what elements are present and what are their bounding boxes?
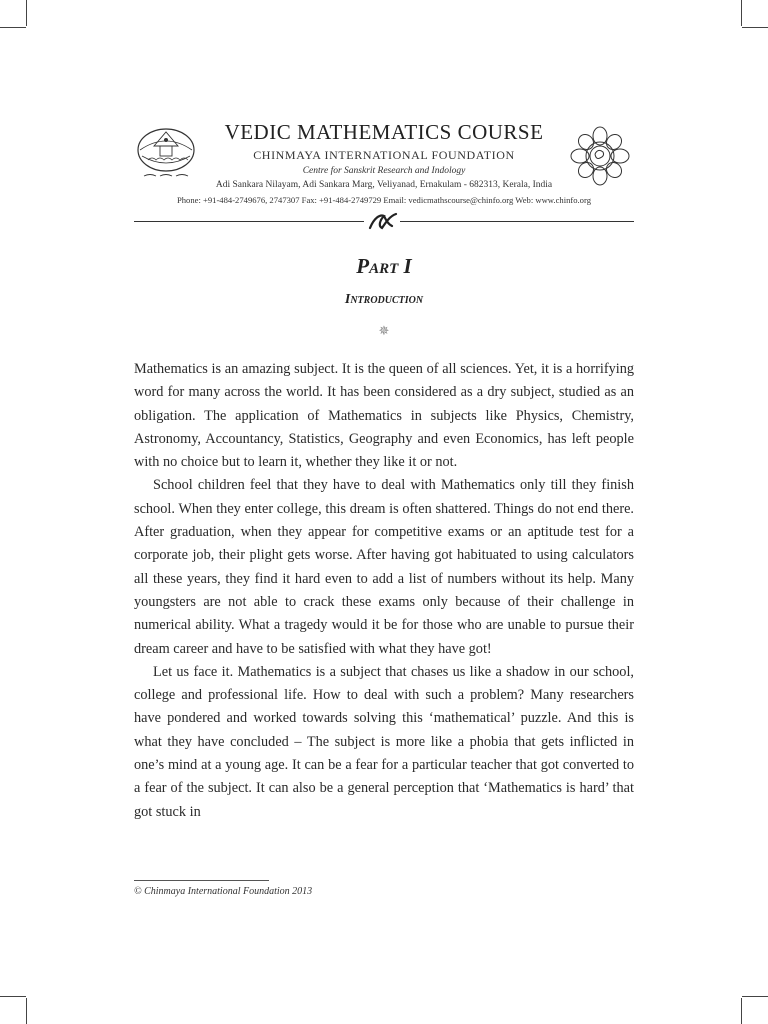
paragraph: School children feel that they have to deal with Mathematics only till they finish school. When they enter college, this dream is often shattered. Things do not end there. After graduation, when they appear for competitive exams or an aptitude test for a corporate job, their plight gets worse. After having got habituated to using calculators all these years, they find it hard even to add a list of numbers without its help. Many youngsters are not able to crack these exams only because of their challenge in numerical ability. What a tragedy would it be for those who are unable to pursue their dream career and have to be satisfied with what they have got! <box>134 477 634 657</box>
crop-mark <box>742 996 768 997</box>
footnote-rule <box>134 880 269 881</box>
crop-mark <box>26 998 27 1024</box>
part-title: Part I <box>356 254 412 278</box>
crop-mark <box>0 996 26 997</box>
header-divider-left <box>134 221 364 222</box>
copyright-footer: © Chinmaya International Foundation 2013 <box>134 886 313 897</box>
contact-line: Phone: +91-484-2749676, 2747307 Fax: +91-484-2749729 Email: vedicmathscourse@chinfo.org Web: www.chinfo.org <box>176 195 591 205</box>
crop-mark <box>741 0 742 26</box>
section-title: Introduction <box>344 292 424 307</box>
header-divider-right <box>400 221 634 222</box>
crop-mark <box>0 27 26 28</box>
body-text <box>134 358 634 824</box>
crop-mark <box>26 0 27 26</box>
paragraph: Mathematics is an amazing subject. It is the queen of all sciences. Yet, it is a horrifying word for many across the world. It has been considered as a dry subject, studied as an obligation. The application of Mathematics in subjects like Physics, Chemistry, Astronomy, Accountancy, Statistics, Geography and even Economics, has left people with no choice but to learn it, whether they like it or not. <box>134 361 634 471</box>
flourish-ornament-icon <box>364 208 400 234</box>
crop-mark <box>741 998 742 1024</box>
crop-mark <box>742 27 768 28</box>
centre-subtitle: Centre for Sanskrit Research and Indology <box>302 166 466 176</box>
organization-name: CHINMAYA INTERNATIONAL FOUNDATION <box>253 148 515 162</box>
star-ornament-icon: ✵ <box>378 324 390 339</box>
paragraph: Let us face it. Mathematics is a subject that chases us like a shadow in our school, college and professional life. How to deal with such a problem? Many researchers have pondered and worked towards solving this ‘mathematical’ puzzle. And this is what they have concluded – The subject is more like a phobia that gets inflicted in one’s mind at a young age. It can be a fear for a particular teacher that got converted to a fear of the subject. It can also be a general perception that ‘Mathematics is hard’ that got stuck in <box>134 663 634 820</box>
course-title: VEDIC MATHEMATICS COURSE <box>224 120 544 144</box>
address-line: Adi Sankara Nilayam, Adi Sankara Marg, Veliyanad, Ernakulam - 682313, Kerala, India <box>215 180 553 190</box>
